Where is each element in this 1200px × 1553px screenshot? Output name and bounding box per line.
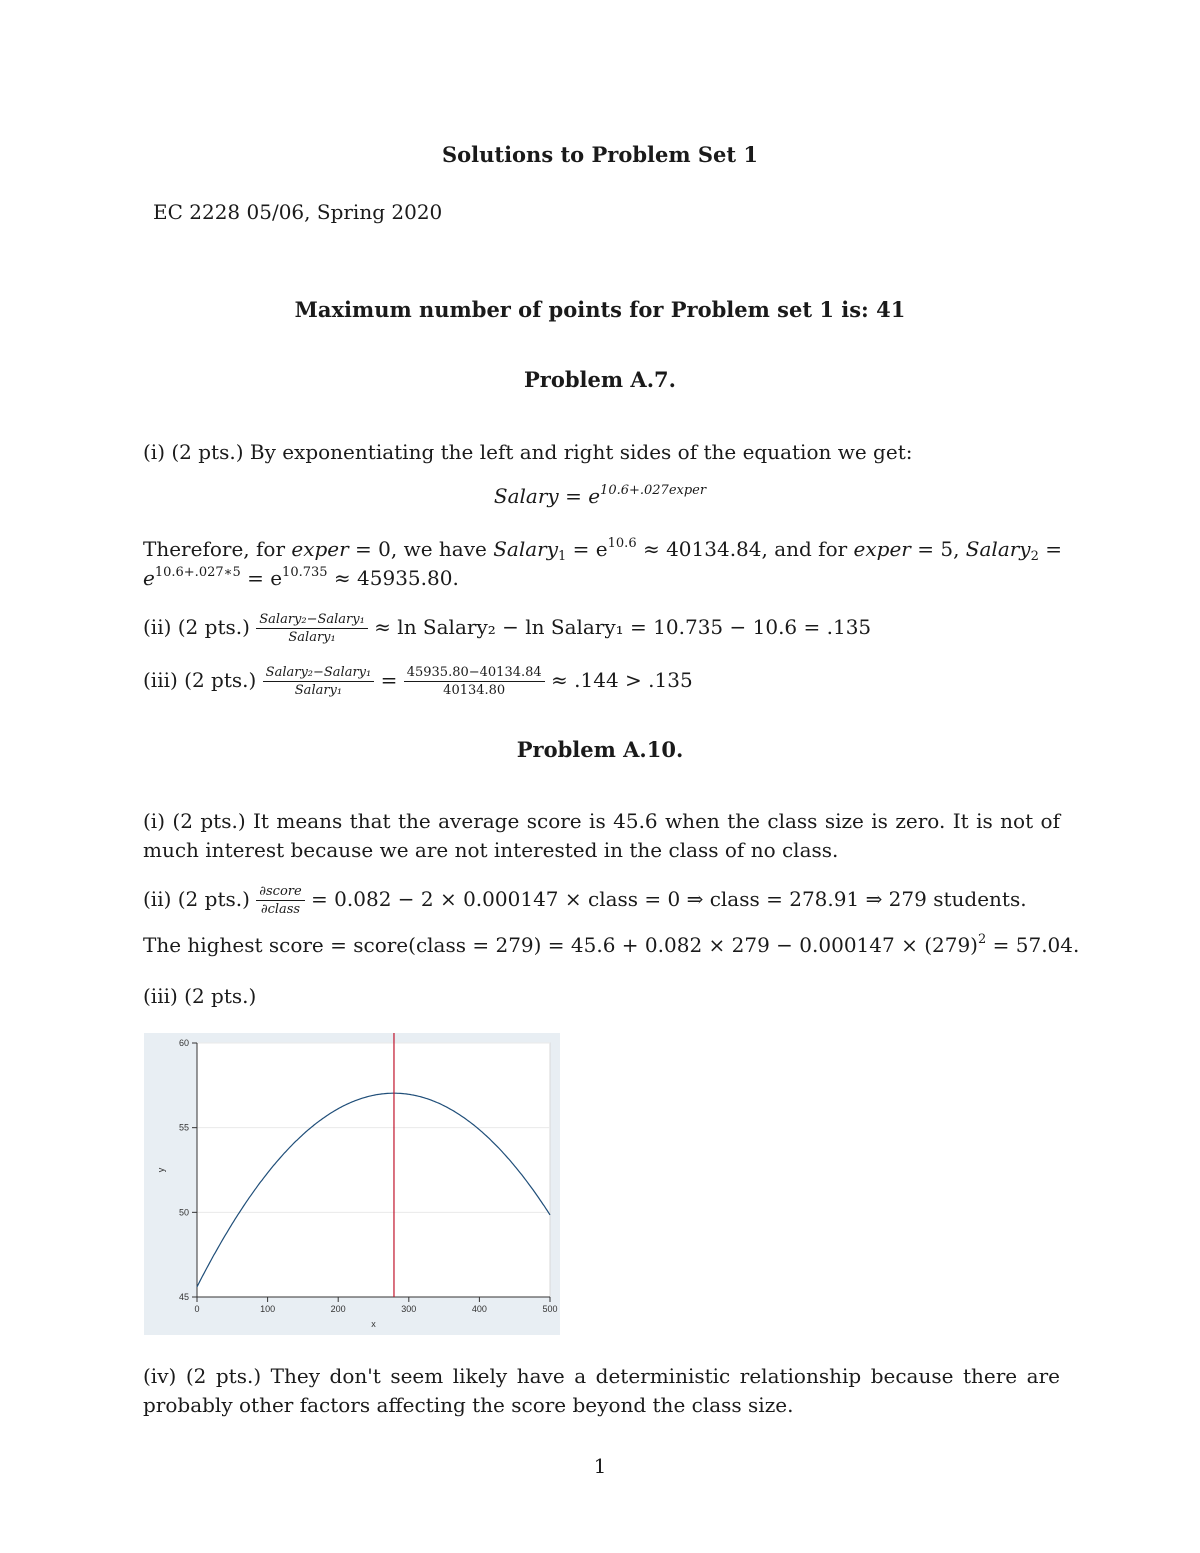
derivative-fraction: $\frac{\text{∂score}}{\text{∂class}}$ bbox=[256, 884, 304, 917]
max-points-heading: Maximum number of points for Problem set 1 is: 41 bbox=[294, 297, 906, 322]
a7-i-intro: (i) (2 pts.) By exponentiating the left and right sides of the equation we get: bbox=[143, 440, 913, 464]
x-tick-label: 300 bbox=[401, 1304, 417, 1314]
x-axis-label: x bbox=[371, 1319, 376, 1329]
problem-a10-heading: Problem A.10. bbox=[516, 737, 684, 762]
x-tick-label: 500 bbox=[542, 1304, 558, 1314]
a7-salary-equation: Salary = $e^{10.6+.027exper}$ bbox=[493, 483, 707, 508]
page-number: 1 bbox=[593, 1454, 607, 1478]
a10-iv-line1: (iv) (2 pts.) They don't seem likely have a deterministic relationship because there are bbox=[143, 1364, 1060, 1388]
a7-therefore-line2: $e^{10.6+.027∗5} = e^{10.735} \approx 45935.80$. bbox=[143, 565, 459, 590]
x-tick-label: 200 bbox=[330, 1304, 346, 1314]
y-tick-label: 50 bbox=[178, 1207, 189, 1218]
y-tick-label: 45 bbox=[178, 1292, 189, 1302]
x-tick-label: 0 bbox=[194, 1304, 200, 1314]
a7-iii-line: (iii) (2 pts.) $\frac{\text{Salary₂−Salary₁}}{\text{Salary₁}}$ = $\frac{45935.80-40134.84}{40134.80}$ ≈ .144 > .135 bbox=[143, 665, 693, 698]
x-tick-label: 400 bbox=[471, 1304, 487, 1314]
plot-area bbox=[197, 1043, 550, 1297]
salary-change-fraction: $\frac{\text{Salary₂−Salary₁}}{\text{Salary₁}}$ bbox=[256, 612, 368, 645]
eq-lhs: Salary bbox=[493, 484, 559, 508]
chart-svg bbox=[144, 1033, 560, 1335]
course-line: EC 2228 05/06, Spring 2020 bbox=[153, 200, 443, 224]
problem-a7-heading: Problem A.7. bbox=[524, 367, 676, 392]
a10-iii-label: (iii) (2 pts.) bbox=[143, 984, 257, 1008]
eq-exponent: 10.6+.027exper bbox=[600, 483, 707, 498]
y-axis-label: y bbox=[156, 1167, 166, 1173]
quadratic-score-chart bbox=[144, 1033, 560, 1335]
y-tick-label: 60 bbox=[178, 1038, 189, 1048]
page-title: Solutions to Problem Set 1 bbox=[441, 142, 759, 167]
a10-ii-line: (ii) (2 pts.) $\frac{\text{∂score}}{\text{∂class}}$ = 0.082 − 2 × 0.000147 × class = 0 ⇒ class = 278.91 ⇒ 279 students. bbox=[143, 884, 1027, 917]
a7-therefore-line1: Therefore, for exper = 0, we have Salary$_1$ = $e^{10.6} \approx 40134.84$, and for exper = 5, Salary$_2$ = bbox=[143, 536, 1063, 564]
x-tick-label: 100 bbox=[260, 1304, 276, 1314]
a10-iv-line2: probably other factors affecting the score beyond the class size. bbox=[143, 1393, 794, 1417]
a10-i-line1: (i) (2 pts.) It means that the average score is 45.6 when the class size is zero. It is not of bbox=[143, 809, 1060, 833]
a10-highest-score: The highest score = score(class = $279) = 45.6 + 0.082 \times 279 - 0.000147 \times (279)^2 = 57.04$. bbox=[143, 932, 1080, 957]
y-tick-label: 55 bbox=[178, 1122, 189, 1133]
a7-ii-line: (ii) (2 pts.) $\frac{\text{Salary₂−Salary₁}}{\text{Salary₁}}$ ≈ ln Salary₂ − ln Salary₁ = 10.735 − 10.6 = .135 bbox=[143, 612, 872, 645]
a10-i-line2: much interest because we are not interested in the class of no class. bbox=[143, 838, 839, 862]
